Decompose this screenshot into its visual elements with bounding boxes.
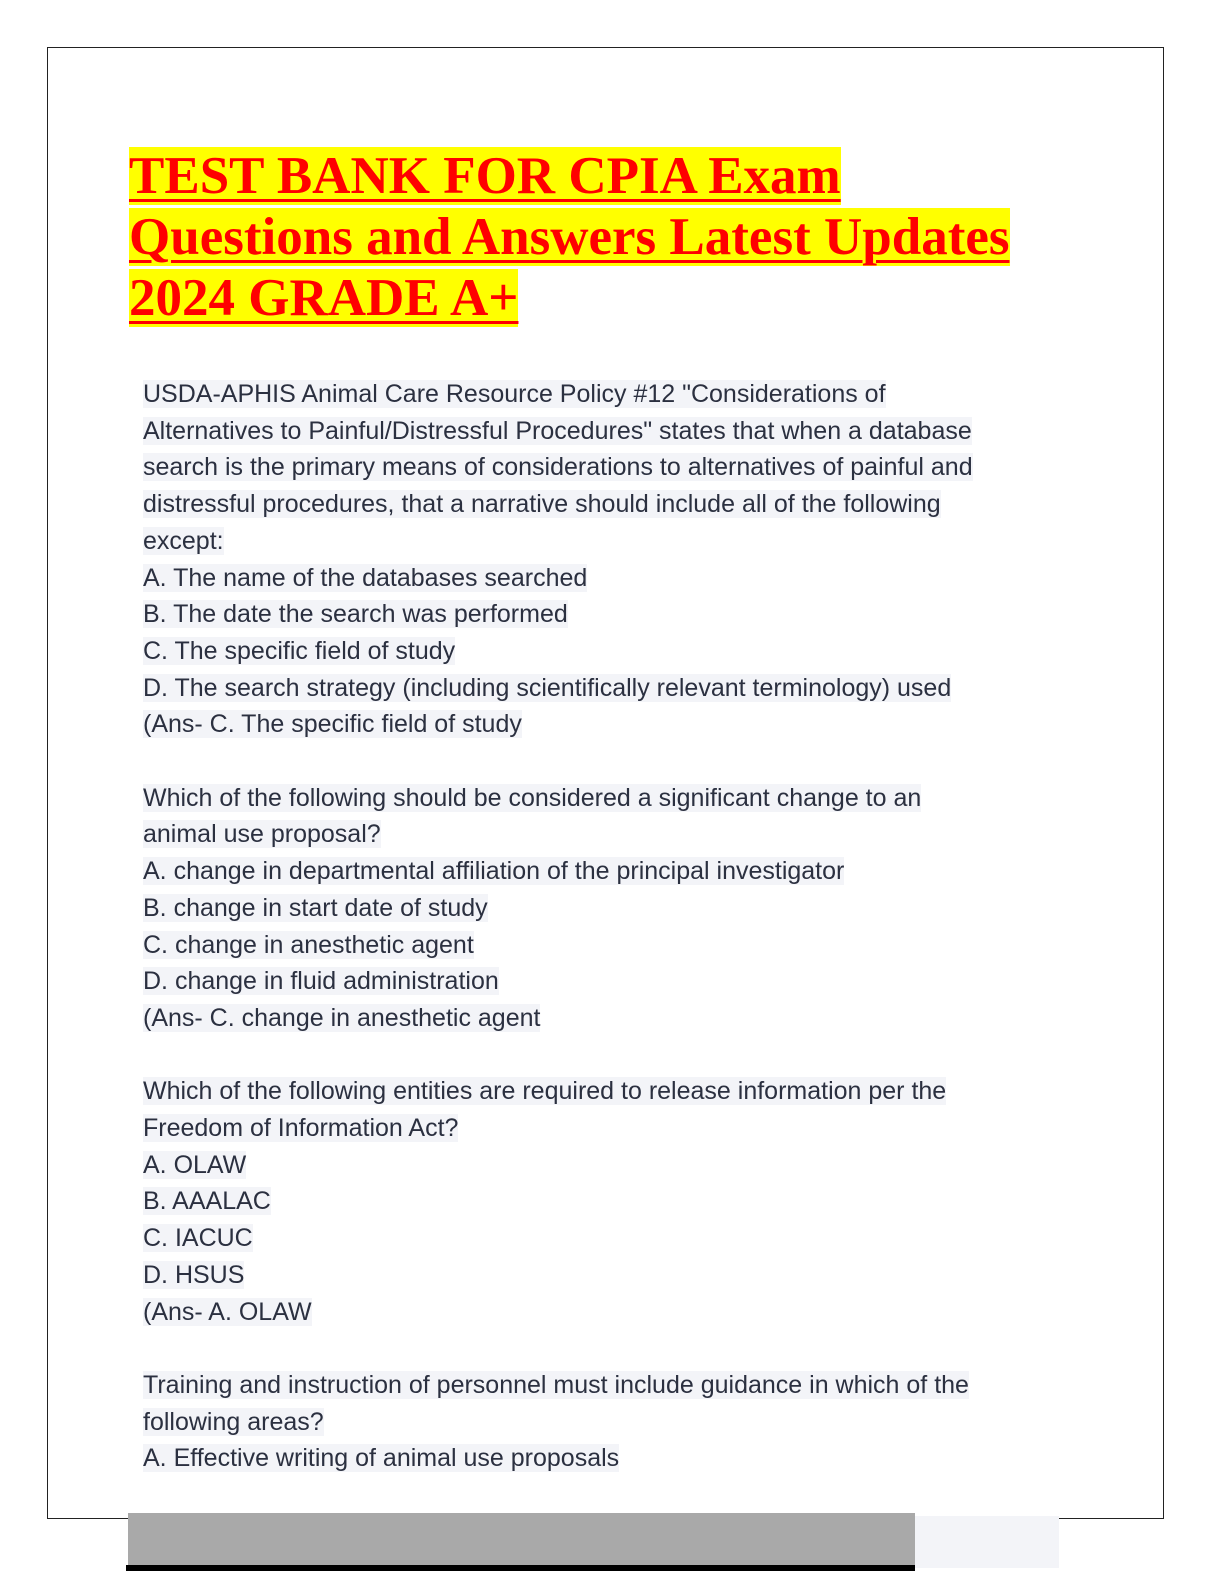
question-line-text: Freedom of Information Act? <box>143 1114 459 1143</box>
question-gap <box>143 743 1063 780</box>
question-line <box>143 816 1063 853</box>
question-line <box>143 486 1063 523</box>
question-line-text: except: <box>143 526 224 555</box>
question-line <box>143 1110 1063 1147</box>
footer-light-bar <box>915 1516 1059 1568</box>
question-line-text: C. The specific field of study <box>143 636 456 665</box>
question-line-text: C. IACUC <box>143 1224 253 1253</box>
question-block <box>143 1073 1063 1330</box>
question-line-text: USDA-APHIS Animal Care Resource Policy #12 "Considerations of <box>143 380 886 408</box>
question-line-text: A. The name of the databases searched <box>143 563 588 592</box>
question-line-text: A. change in departmental affiliation of the principal investigator <box>143 857 845 886</box>
question-line-text: B. change in start date of study <box>143 893 488 922</box>
question-line-text: D. change in fluid administration <box>143 967 499 996</box>
question-line <box>143 1073 1063 1110</box>
question-line <box>143 853 1063 890</box>
question-line-text: Training and instruction of personnel must include guidance in which of the <box>143 1370 969 1399</box>
question-line-text: search is the primary means of considerations to alternatives of painful and <box>143 453 973 482</box>
question-line-text: following areas? <box>143 1407 324 1436</box>
question-line <box>143 706 1063 743</box>
question-line <box>143 560 1063 597</box>
footer-dark-line <box>126 1565 915 1571</box>
title-line: TEST BANK FOR CPIA Exam <box>129 147 841 205</box>
title-line: Questions and Answers Latest Updates <box>129 208 1010 266</box>
question-line-text: D. HSUS <box>143 1260 245 1289</box>
question-line-text: animal use proposal? <box>143 820 381 849</box>
question-block <box>143 780 1063 1037</box>
question-line <box>143 1294 1063 1331</box>
question-line-text: (Ans- C. The specific field of study <box>143 710 522 739</box>
question-line-text: Which of the following should be considered a significant change to an <box>143 783 922 812</box>
question-line <box>143 1257 1063 1294</box>
question-line-text: B. AAALAC <box>143 1187 271 1216</box>
question-line <box>143 633 1063 670</box>
question-line-text: C. change in anesthetic agent <box>143 930 474 959</box>
question-line-text: D. The search strategy (including scientifically relevant terminology) used <box>143 673 952 702</box>
question-line-text: B. The date the search was performed <box>143 600 568 629</box>
question-line <box>143 963 1063 1000</box>
question-line <box>143 413 1063 450</box>
question-line <box>143 449 1063 486</box>
question-line <box>143 1440 1063 1477</box>
question-line <box>143 1404 1063 1441</box>
question-line-text: Alternatives to Painful/Distressful Procedures" states that when a database <box>143 416 972 445</box>
question-block <box>143 376 1063 743</box>
question-list <box>143 376 1063 1477</box>
question-line <box>143 927 1063 964</box>
question-line-text: A. OLAW <box>143 1150 247 1179</box>
question-line <box>143 1220 1063 1257</box>
question-line <box>143 596 1063 633</box>
question-line-text: (Ans- A. OLAW <box>143 1297 312 1326</box>
question-gap <box>143 1330 1063 1367</box>
question-line <box>143 1147 1063 1184</box>
question-line-text: Which of the following entities are required to release information per the <box>143 1077 947 1106</box>
question-line <box>143 890 1063 927</box>
question-block <box>143 1367 1063 1477</box>
question-line-text: (Ans- C. change in anesthetic agent <box>143 1003 541 1032</box>
question-line <box>143 670 1063 707</box>
question-line <box>143 780 1063 817</box>
question-line-text: distressful procedures, that a narrative should include all of the following <box>143 490 941 519</box>
question-line <box>143 523 1063 560</box>
question-line <box>143 1000 1063 1037</box>
question-line <box>143 1367 1063 1404</box>
footer-grey-bar <box>128 1513 915 1565</box>
document-title <box>129 146 1089 329</box>
question-gap <box>143 1037 1063 1074</box>
question-line <box>143 1183 1063 1220</box>
question-line <box>143 376 1063 413</box>
title-line: 2024 GRADE A+ <box>129 269 519 327</box>
question-line-text: A. Effective writing of animal use proposals <box>143 1444 620 1473</box>
